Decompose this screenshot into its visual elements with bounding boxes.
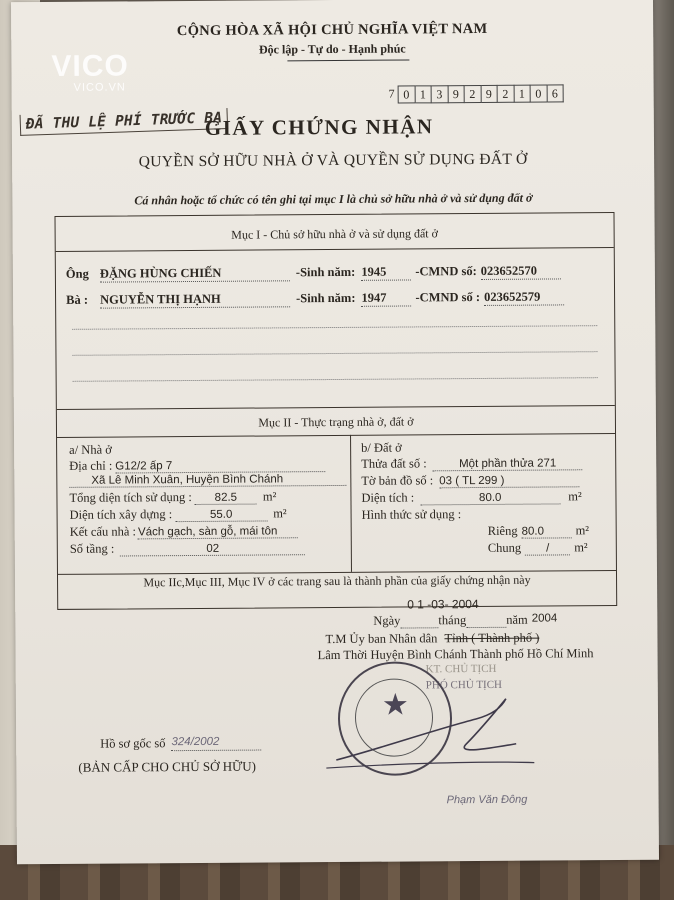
- issuing-authority-line1: [325, 631, 539, 647]
- land-plot-label: Thửa đất số :: [361, 456, 427, 471]
- file-number-value: 324/2002: [171, 736, 261, 752]
- issue-month-blank: [466, 613, 506, 628]
- authority-struck-text: Tỉnh ( Thành phố ): [444, 630, 540, 646]
- section-footer-note: Mục IIc,Mục III, Mục IV ở các trang sau là thành phần của giấy chứng nhận này: [143, 572, 531, 590]
- issue-day-label: Ngày: [373, 613, 401, 628]
- land-private-row: [488, 523, 589, 539]
- house-floors-value: 02: [120, 542, 305, 556]
- authority-prefix: T.M Ủy ban Nhân dân: [325, 631, 438, 647]
- house-structure-value: Vách gạch, sàn gỗ, mái tôn: [138, 525, 298, 539]
- signer-role: KT. CHỦ TỊCH: [425, 662, 497, 676]
- vico-watermark-site: VICO.VN: [73, 81, 126, 94]
- blank-dotted-line: [73, 377, 598, 382]
- owner2-id-number: 023652579: [484, 289, 564, 306]
- land-private-label: Riêng: [487, 523, 518, 538]
- house-floors-row: [70, 540, 306, 557]
- land-area-unit: m²: [568, 489, 582, 504]
- serial-digit: 9: [448, 85, 465, 103]
- motto-header: Độc lập - Tự do - Hạnh phúc: [258, 41, 406, 57]
- owner2-id-label: -CMND số :: [415, 289, 481, 305]
- serial-digit: 3: [432, 85, 449, 103]
- land-plot-value: Một phần thửa 271: [433, 457, 583, 471]
- land-private-unit: m²: [575, 523, 590, 538]
- file-number-row: [100, 736, 261, 752]
- owner-row-2: [66, 289, 564, 308]
- vico-watermark-logo: VICO: [51, 49, 129, 83]
- owner1-id-number: 023652570: [481, 263, 561, 280]
- house-built-area-unit: m²: [273, 506, 287, 521]
- intro-statement: Cá nhân hoặc tổ chức có tên ghi tại mục I là chủ sở hữu nhà ở và sử dụng đất ở: [134, 190, 533, 208]
- signer-role-2: PHÓ CHỦ TỊCH: [425, 678, 503, 692]
- house-address-row: [69, 457, 325, 474]
- owner2-birth-label: -Sinh năm:: [296, 290, 356, 306]
- owner2-birth-year: 1947: [361, 290, 411, 306]
- copy-for-owner-note: (BẢN CẤP CHO CHỦ SỞ HỮU): [78, 758, 256, 775]
- house-structure-label: Kết cấu nhà :: [69, 524, 137, 539]
- owner-row-1: [66, 263, 561, 282]
- house-structure-row: [70, 523, 298, 540]
- serial-digit: 0: [398, 85, 416, 103]
- issue-day-blank: [400, 613, 438, 628]
- house-built-area-label: Diện tích xây dựng :: [69, 507, 173, 522]
- land-map-value: 03 ( TL 299 ): [439, 474, 579, 488]
- nation-header: CỘNG HÒA XÃ HỘI CHỦ NGHĨA VIỆT NAM: [176, 20, 488, 40]
- land-area-label: Diện tích :: [361, 490, 415, 505]
- land-area-row: [361, 489, 581, 506]
- land-map-row: [361, 472, 579, 489]
- section1-divider: [56, 247, 614, 252]
- owner1-prefix: Ông: [65, 266, 89, 281]
- house-total-area-label: Tổng diện tích sử dụng :: [69, 490, 192, 505]
- file-number-label: Hồ sơ gốc số: [100, 736, 166, 751]
- house-total-area-value: 82.5: [195, 492, 257, 505]
- certificate-table: [54, 212, 617, 610]
- land-shared-label: Chung: [487, 540, 522, 555]
- serial-digit: 6: [547, 84, 564, 102]
- issue-month-label: tháng: [438, 613, 467, 628]
- section2-top-divider: [57, 405, 615, 410]
- house-address-line2: Xã Lê Minh Xuân, Huyện Bình Chánh: [69, 473, 346, 488]
- serial-digit: 2: [465, 85, 482, 103]
- house-label: a/ Nhà ở: [69, 442, 112, 457]
- serial-digit: 0: [531, 85, 548, 103]
- house-total-area-unit: m²: [262, 489, 277, 504]
- serial-digit: 2: [498, 85, 515, 103]
- land-label: b/ Đất ở: [361, 440, 402, 455]
- serial-digit: 1: [415, 85, 432, 103]
- land-shared-value: /: [525, 542, 570, 555]
- serial-digit: 9: [481, 85, 498, 103]
- owner2-name: NGUYỄN THỊ HẠNH: [100, 291, 290, 308]
- house-floors-label: Số tầng :: [69, 541, 115, 556]
- owner1-birth-year: 1945: [361, 264, 411, 280]
- house-address-label: Địa chỉ :: [69, 458, 113, 473]
- seal-star-icon: ★: [381, 688, 409, 722]
- document-title: GIẤY CHỨNG NHẬN: [204, 114, 434, 140]
- issue-year-value: 2004: [531, 612, 558, 625]
- land-shared-unit: m²: [574, 540, 588, 555]
- section2-divider: [57, 433, 615, 438]
- issue-date-stamp: 0 1 -03- 2004: [407, 597, 479, 612]
- land-map-label: Tờ bản đồ số :: [361, 473, 434, 488]
- section2-heading: Mục II - Thực trạng nhà ở, đất ở: [258, 414, 414, 430]
- issuing-authority-line2: Lâm Thời Huyện Bình Chánh Thành phố Hồ Chí Minh: [317, 646, 594, 663]
- serial-digit: 1: [514, 85, 531, 103]
- land-private-value: 80.0: [522, 525, 572, 538]
- owner1-name: ĐẶNG HÙNG CHIẾN: [100, 265, 290, 282]
- owner1-id-label: -CMND số:: [415, 264, 477, 279]
- certificate-page: [11, 0, 659, 864]
- column-divider: [350, 435, 352, 572]
- issue-date-row: [373, 612, 557, 628]
- serial-number-boxes: [386, 84, 564, 103]
- section1-heading: Mục I - Chủ sở hữu nhà ở và sử dụng đất ở: [231, 226, 439, 242]
- house-address-line1: G12/2 ấp 7: [115, 459, 325, 473]
- blank-dotted-line: [72, 325, 597, 330]
- land-usage-label: Hình thức sử dụng :: [361, 507, 462, 522]
- house-built-area-value: 55.0: [175, 508, 267, 522]
- owner1-birth-label: -Sinh năm:: [295, 264, 356, 280]
- signature-scribble-icon: [316, 689, 537, 781]
- land-plot-row: [361, 455, 583, 472]
- issue-year-label: năm: [506, 612, 528, 627]
- house-address-row2: [69, 473, 346, 488]
- owner2-prefix: Bà :: [66, 292, 89, 307]
- house-built-area-row: [70, 506, 287, 523]
- motto-underline: [287, 59, 409, 61]
- blank-dotted-line: [72, 351, 597, 356]
- land-area-value: 80.0: [420, 491, 560, 505]
- land-shared-row: [488, 540, 588, 556]
- serial-digit: 7: [388, 86, 395, 101]
- fee-paid-stamp: ĐÃ THU LỆ PHÍ TRƯỚC BẠ: [20, 108, 229, 136]
- signer-name: Phạm Văn Đông: [446, 793, 528, 807]
- house-total-area-row: [69, 489, 276, 505]
- document-subtitle: QUYỀN SỞ HỮU NHÀ Ở VÀ QUYỀN SỬ DỤNG ĐẤT Ở: [138, 150, 528, 171]
